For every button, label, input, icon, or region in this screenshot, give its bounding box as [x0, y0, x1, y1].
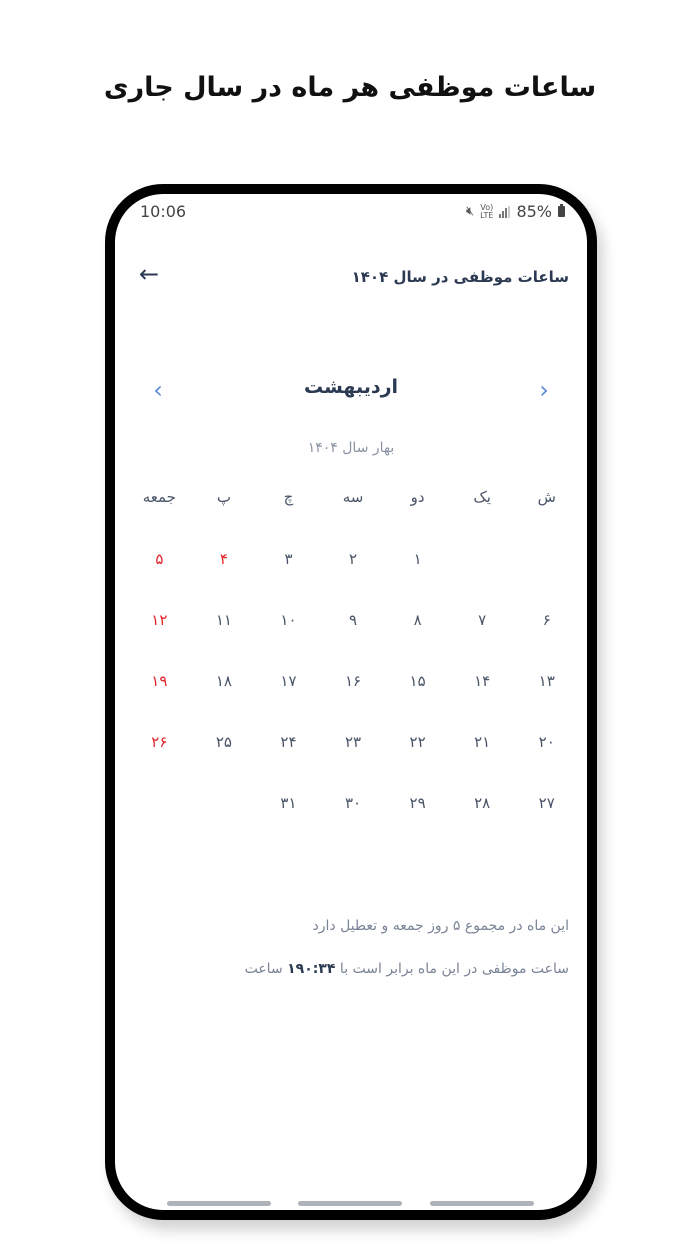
calendar-day[interactable]: ۳۱ [280, 794, 297, 812]
week-row [127, 611, 579, 629]
calendar-day[interactable]: ۲۲ [409, 733, 426, 751]
month-name: اردیبهشت [303, 376, 399, 398]
weekday-fri: جمعه [142, 488, 176, 506]
calendar-day[interactable]: ۱۰ [280, 611, 297, 629]
battery-percent: 85% [516, 202, 552, 221]
weekday-sun: یک [473, 488, 491, 506]
calendar-day[interactable]: ۲۱ [474, 733, 491, 751]
weekday-mon: دو [410, 488, 425, 506]
week-row [127, 672, 579, 690]
calendar-day[interactable]: ۳۰ [344, 794, 362, 812]
hours-value: ۱۹۰:۳۴ [287, 961, 336, 977]
volte-icon: Vo) LTE [480, 202, 494, 220]
network-label: LTE [480, 210, 494, 220]
calendar-day[interactable]: ۲۵ [215, 733, 232, 751]
next-month-button[interactable]: › [539, 376, 549, 404]
calendar-empty-cell [192, 794, 257, 812]
prev-month-button[interactable]: ‹ [153, 376, 163, 404]
weekday-tue: سه [342, 488, 364, 506]
calendar-day[interactable]: ۲ [349, 550, 358, 568]
mute-icon: 🔇︎ [465, 204, 475, 219]
calendar-day[interactable]: ۳ [284, 550, 293, 568]
calendar-day[interactable]: ۸ [413, 611, 422, 629]
battery-icon [558, 206, 565, 217]
calendar-day[interactable]: ۱۹ [151, 672, 168, 690]
calendar-empty-cell [450, 550, 515, 568]
calendar-day[interactable]: ۲۸ [474, 794, 491, 812]
hours-summary [133, 961, 569, 977]
weekday-header [127, 488, 579, 506]
back-arrow-icon[interactable]: ← [138, 260, 160, 288]
calendar-day[interactable]: ۱۲ [151, 611, 168, 629]
calendar-day[interactable]: ۱۵ [409, 672, 426, 690]
week-row [127, 794, 579, 812]
weekday-sat: ش [537, 488, 556, 506]
calendar-empty-cell [127, 794, 192, 812]
nav-bar-center[interactable] [298, 1201, 402, 1206]
week-row [127, 550, 579, 568]
calendar-day[interactable]: ۲۰ [538, 733, 555, 751]
status-icons [466, 202, 565, 221]
calendar-day[interactable]: ۷ [478, 611, 487, 629]
calendar-day[interactable]: ۶ [542, 611, 551, 629]
calendar-day[interactable]: ۱۴ [474, 672, 491, 690]
weekday-wed: چ [283, 488, 294, 506]
holidays-summary: این ماه در مجموع ۵ روز جمعه و تعطیل دارد [312, 918, 569, 934]
calendar-day[interactable]: ۲۶ [151, 733, 168, 751]
promo-title: ساعات موظفی هر ماه در سال جاری [103, 72, 597, 103]
season-label: بهار سال ۱۴۰۴ [307, 440, 395, 456]
signal-icon [499, 206, 510, 218]
nav-bar-left[interactable] [167, 1201, 271, 1206]
status-bar [115, 200, 587, 224]
calendar-day[interactable]: ۲۳ [344, 733, 362, 751]
calendar-day[interactable]: ۱۳ [538, 672, 555, 690]
page-title: ساعات موظفی در سال ۱۴۰۴ [351, 268, 569, 286]
calendar-empty-cell [514, 550, 579, 568]
calendar-day[interactable]: ۲۴ [280, 733, 297, 751]
phone-frame [105, 184, 597, 1220]
calendar-day[interactable]: ۱۶ [344, 672, 362, 690]
calendar-day[interactable]: ۹ [349, 611, 358, 629]
hours-prefix: ساعت موظفی در این ماه برابر است با [339, 961, 569, 977]
calendar-day[interactable]: ۱۷ [280, 672, 297, 690]
week-row [127, 733, 579, 751]
calendar-day[interactable]: ۱۱ [215, 611, 232, 629]
calendar-day[interactable]: ۴ [219, 550, 228, 568]
calendar-day[interactable]: ۱ [413, 550, 422, 568]
calendar-day[interactable]: ۱۸ [215, 672, 232, 690]
hours-suffix: ساعت [244, 961, 283, 977]
weekday-thu: پ [216, 488, 231, 506]
status-time: 10:06 [140, 202, 187, 221]
calendar-day[interactable]: ۲۷ [538, 794, 555, 812]
nav-bar-right[interactable] [430, 1201, 534, 1206]
calendar-day[interactable]: ۵ [155, 550, 164, 568]
calendar-day[interactable]: ۲۹ [409, 794, 426, 812]
